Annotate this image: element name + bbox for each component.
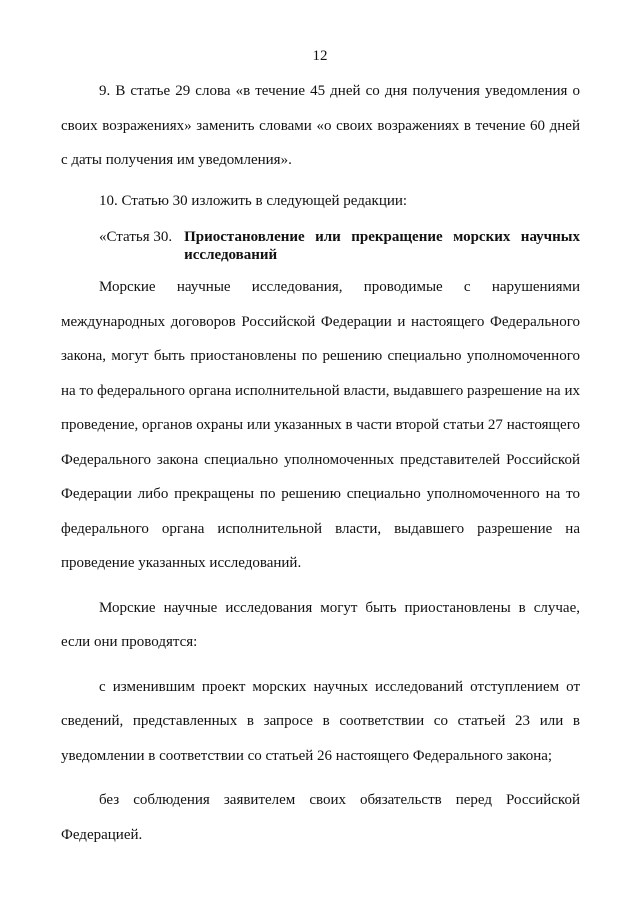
article-heading [61, 228, 580, 264]
paragraph-item-10: 10. Статью 30 изложить в следующей редакции: [99, 192, 408, 209]
article-title: Приостановление или прекращение морских научных исследований [184, 229, 580, 263]
paragraph-item-9: 9. В статье 29 слова «в течение 45 дней со дня получения уведомления о своих возражениях» заменить словами «о своих возражениях в течение 60 дней с даты получения им уведомления». [61, 83, 580, 168]
paragraph-suspension-grounds: Морские научные исследования, проводимые с нарушениями международных договоров Российской Федерации и настоящего Федерального закона, могут быть приостановлены по решению специально уполномоченного на то федерального органа исполнительной власти, выдавшего разрешение на их проведение, органов охраны или указанных в части второй статьи 27 настоящего Федерального закона специально уполномоченных представителей Российской Федерации либо прекращены по решению специально уполномоченного на то федерального органа исполнительной власти, выдавшего разрешение на проведение указанных исследований. [61, 279, 580, 571]
document-body [61, 74, 580, 852]
paragraph-cases-intro: Морские научные исследования могут быть приостановлены в случае, если они проводятся: [61, 599, 580, 650]
page-number: 12 [312, 48, 328, 64]
article-label: «Статья 30. [99, 229, 173, 245]
paragraph-case-changed-project: с изменившим проект морских научных исследований отступлением от сведений, представленных в запросе в соответствии со статьей 23 или в уведомлении в соответствии со статьей 26 настоящего Федерального закона; [61, 678, 580, 764]
paragraph-case-obligations: без соблюдения заявителем своих обязательств перед Российской Федерацией. [61, 792, 580, 843]
